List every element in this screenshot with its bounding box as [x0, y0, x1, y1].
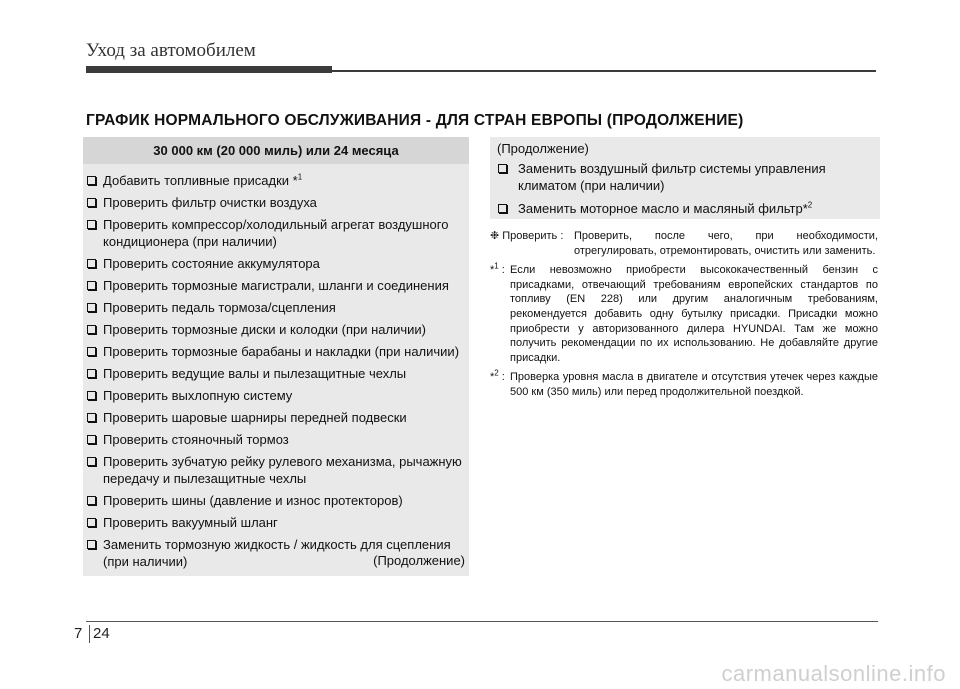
- checkbox-icon: [87, 518, 96, 527]
- note-text: Проверка уровня масла в двигателе и отсутствия утечек через каждые 500 км (350 миль) или перед продолжительной поездкой.: [510, 371, 878, 398]
- note-mark: [490, 263, 510, 365]
- footnote-number: 1: [494, 261, 499, 271]
- list-item-text: Проверить шины (давление и износ протекторов): [103, 493, 403, 508]
- note-text: Если невозможно приобрести высококачественный бензин с присадками, отвечающий требованиям европейских стандартов по топливу (EN 228) или другим аналогичным требованиям, рекомендуется добавить одну бутылку присадки. Присадки можно приобрести у авторизованного дилера HYUNDAI. Там же можно получить рекомендации по их использованию. Не добавляйте другие присадки.: [510, 264, 878, 364]
- footnote-ref: 2: [807, 200, 813, 210]
- checkbox-icon: [87, 496, 96, 505]
- note-mark: ❉ Проверить :: [490, 230, 564, 242]
- list-item-text: Проверить тормозные диски и колодки (при наличии): [103, 322, 426, 337]
- list-item: [87, 277, 469, 294]
- list-item: [87, 453, 469, 487]
- list-item: [87, 387, 469, 404]
- checkbox-icon: [87, 259, 96, 268]
- checkbox-icon: [87, 391, 96, 400]
- checkbox-icon: [87, 303, 96, 312]
- interval-heading: 30 000 км (20 000 миль) или 24 месяца: [83, 137, 469, 164]
- list-item: [87, 172, 469, 189]
- list-item: [87, 365, 469, 382]
- list-item-text: Проверить шаровые шарниры передней подвески: [103, 410, 407, 425]
- list-item-text: Заменить воздушный фильтр системы управления климатом (при наличии): [518, 161, 826, 193]
- continued-label-left: (Продолжение): [373, 553, 465, 568]
- list-item-text: Проверить тормозные барабаны и накладки (при наличии): [103, 344, 460, 359]
- chapter-number: 7: [74, 625, 83, 642]
- list-item-text: Заменить тормозную жидкость / жидкость для сцепления (при наличии): [103, 537, 451, 569]
- list-item: [87, 431, 469, 448]
- list-item: [87, 514, 469, 531]
- header-bar-dark: [86, 66, 332, 73]
- list-item-text: Проверить зубчатую рейку рулевого механизма, рычажную передачу и пылезащитные чехлы: [103, 454, 462, 486]
- footnote-number: 2: [494, 368, 499, 378]
- checkbox-icon: [87, 220, 96, 229]
- list-item: [87, 194, 469, 211]
- colon: :: [498, 371, 505, 384]
- asterisk: *: [490, 371, 495, 384]
- note-footnote-1: [490, 263, 878, 365]
- footnotes: [490, 229, 878, 405]
- note-footnote-2: [490, 370, 878, 399]
- list-item-text: Проверить состояние аккумулятора: [103, 256, 320, 271]
- checkbox-icon: [87, 435, 96, 444]
- header-bar-thin: [332, 70, 876, 72]
- list-item: [87, 255, 469, 272]
- checkbox-icon: [87, 281, 96, 290]
- page-header-title: Уход за автомобилем: [86, 40, 256, 61]
- checkbox-icon: [87, 325, 96, 334]
- list-item-text: Добавить топливные присадки *: [103, 173, 298, 188]
- list-item: [496, 160, 880, 194]
- colon: :: [498, 264, 505, 277]
- list-item-text: Проверить выхлопную систему: [103, 388, 293, 403]
- checkbox-icon: [87, 347, 96, 356]
- note-mark: [490, 370, 510, 399]
- list-item-text: Проверить стояночный тормоз: [103, 432, 289, 447]
- list-item-text: Проверить тормозные магистрали, шланги и соединения: [103, 278, 449, 293]
- list-item-text: Проверить фильтр очистки воздуха: [103, 195, 317, 210]
- watermark: carmanualsonline.info: [721, 661, 946, 686]
- checkbox-icon: [87, 540, 96, 549]
- list-item: [87, 343, 469, 360]
- checkbox-icon: [87, 457, 96, 466]
- checkbox-icon: [87, 176, 96, 185]
- note-text: Проверить, после чего, при необходимости, отрегулировать, отремонтировать, очистить или заменить.: [574, 230, 878, 257]
- page-separator: [89, 625, 90, 643]
- list-item: [87, 216, 469, 250]
- continued-label-right: (Продолжение): [497, 141, 589, 156]
- list-item: [496, 200, 880, 217]
- list-item: [87, 321, 469, 338]
- list-item-text: Проверить компрессор/холодильный агрегат воздушного кондиционера (при наличии): [103, 217, 449, 249]
- maintenance-right-panel: [490, 137, 880, 219]
- checkbox-icon: [498, 164, 507, 173]
- checkbox-icon: [87, 369, 96, 378]
- page-number: 24: [93, 625, 110, 642]
- maintenance-list-right: [490, 160, 880, 217]
- list-item: [87, 299, 469, 316]
- checkbox-icon: [87, 413, 96, 422]
- maintenance-left-panel: [83, 137, 469, 576]
- footnote-ref: 1: [297, 172, 303, 182]
- checkbox-icon: [498, 204, 507, 213]
- asterisk: *: [490, 264, 495, 277]
- footer-line: [86, 621, 878, 622]
- list-item: [87, 409, 469, 426]
- list-item-text: Заменить моторное масло и масляный фильтр*: [518, 201, 808, 216]
- checkbox-icon: [87, 198, 96, 207]
- note-inspect: [490, 229, 878, 258]
- list-item: [87, 492, 469, 509]
- maintenance-list-left: [83, 164, 469, 570]
- list-item-text: Проверить ведущие валы и пылезащитные чехлы: [103, 366, 407, 381]
- section-title: ГРАФИК НОРМАЛЬНОГО ОБСЛУЖИВАНИЯ - ДЛЯ СТРАН ЕВРОПЫ (ПРОДОЛЖЕНИЕ): [86, 112, 744, 129]
- list-item-text: Проверить педаль тормоза/сцепления: [103, 300, 336, 315]
- list-item-text: Проверить вакуумный шланг: [103, 515, 278, 530]
